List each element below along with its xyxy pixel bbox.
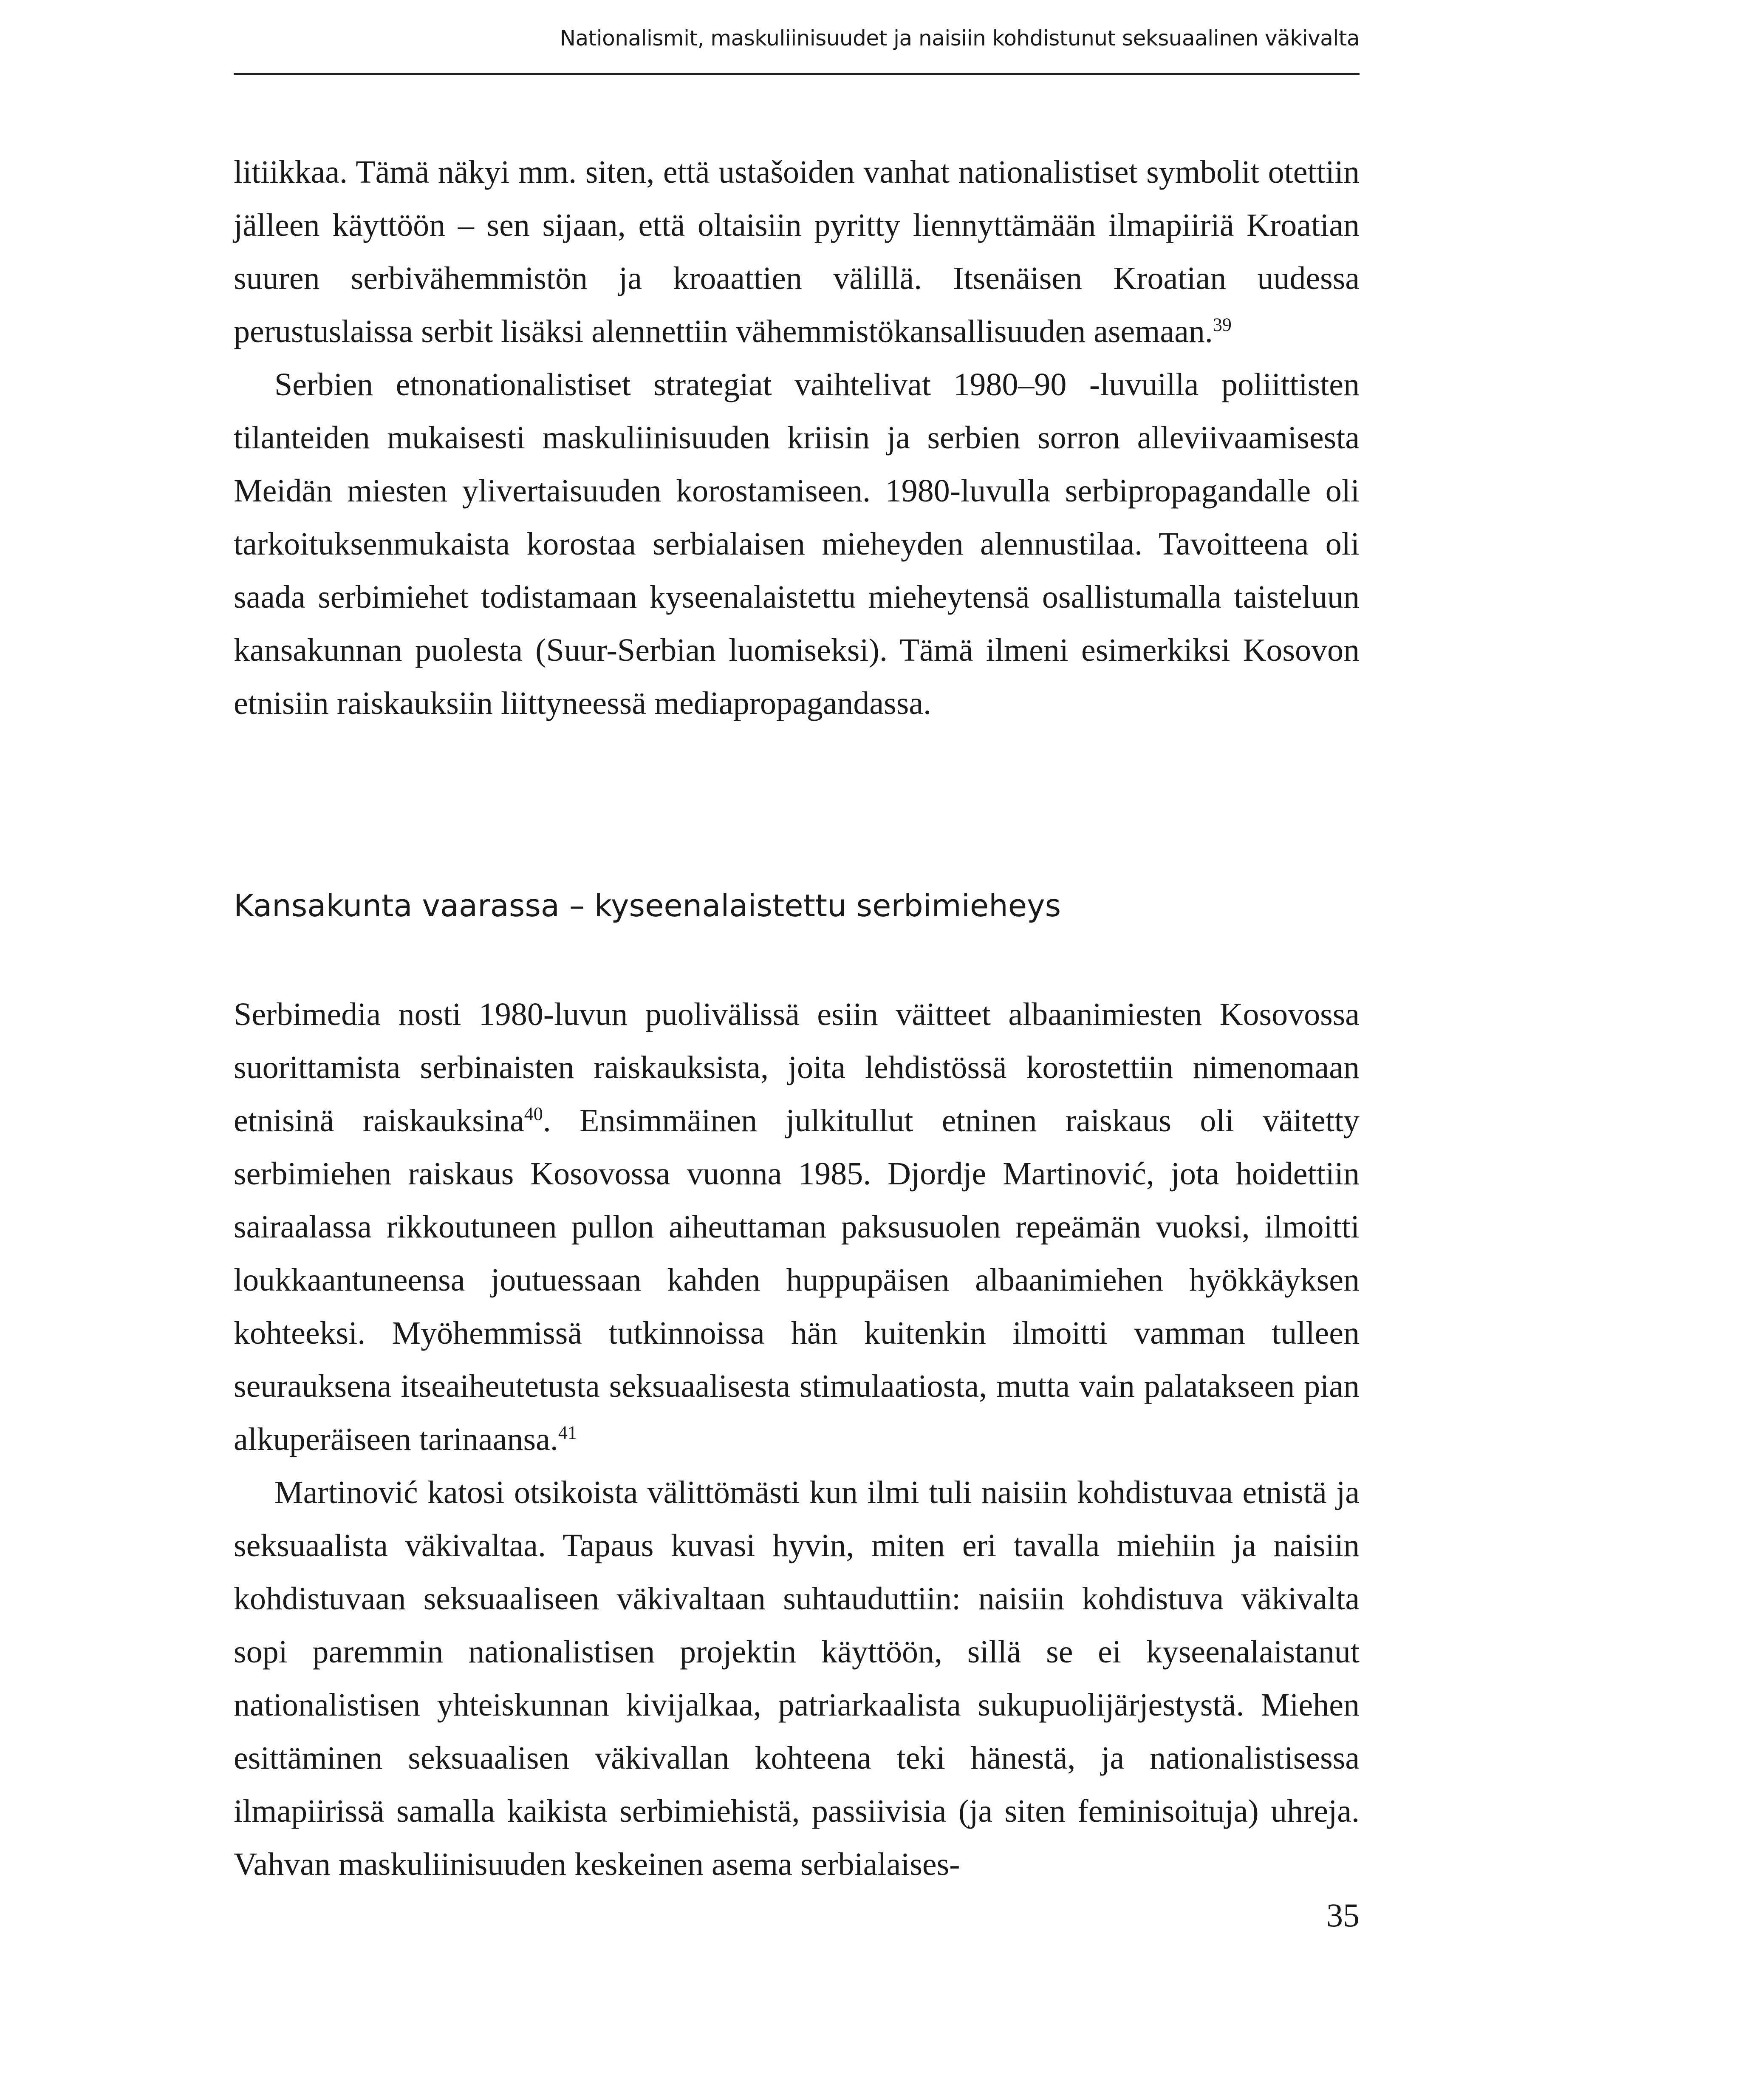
section-heading: Kansakunta vaarassa – kyseenalaistettu serbimieheys (234, 888, 1061, 923)
paragraph-text: . Ensimmäinen julkitullut etninen raiskaus oli väitetty serbimiehen raiskaus Kosovossa vuonna 1985. Djordje Martinović, jota hoidettiin sairaalassa rikkoutuneen pullon aiheuttaman paksusuolen repeämän vuoksi, ilmoitti loukkaantuneensa joutuessaan kahden huppupäisen albaanimiehen hyökkäyksen kohteeksi. Myöhemmissä tutkinnoissa hän kuitenkin ilmoitti vamman tulleen seurauksena itseaiheutetusta seksuaalisesta stimulaatiosta, mutta vain palatakseen pian alkuperäiseen tarinaansa. (234, 1103, 1360, 1457)
footnote-ref-40: 40 (524, 1103, 543, 1124)
footnote-ref-39: 39 (1213, 314, 1232, 335)
body-text-top (234, 146, 1360, 730)
footnote-ref-41: 41 (558, 1422, 577, 1443)
header-rule (234, 73, 1360, 75)
paragraph-text: litiikkaa. Tämä näkyi mm. siten, että ustašoiden vanhat nationalistiset symbolit otettiin jälleen käyttöön – sen sijaan, että oltaisiin pyritty liennyttämään ilmapiiriä Kroatian suuren serbivähemmistön ja kroaattien välillä. Itsenäisen Kroatian uudessa perustuslaissa serbit lisäksi alennettiin vähemmistökansallisuuden asemaan. (234, 154, 1360, 349)
paragraph-continued (234, 146, 1360, 358)
paragraph: Serbien etnonationalistiset strategiat vaihtelivat 1980–90 -luvuilla poliittisten tilanteiden mukaisesti maskuliinisuuden kriisin ja serbien sorron alleviivaamisesta Meidän miesten ylivertaisuuden korostamiseen. 1980-luvulla serbipropagandalle oli tarkoituksenmukaista korostaa serbialaisen mieheyden alennustilaa. Tavoitteena oli saada serbimiehet todistamaan kyseenalaistettu mieheytensä osallistumalla taisteluun kansakunnan puolesta (Suur-Serbian luomiseksi). Tämä ilmeni esimerkiksi Kosovon etnisiin raiskauksiin liittyneessä mediapropagandassa. (234, 367, 1360, 721)
paragraph: Martinović katosi otsikoista välittömästi kun ilmi tuli naisiin kohdistuvaa etnistä ja seksuaalista väkivaltaa. Tapaus kuvasi hyvin, miten eri tavalla miehiin ja naisiin kohdistuvaan seksuaaliseen väkivaltaan suhtauduttiin: naisiin kohdistuva väkivalta sopi paremmin nationalistisen projektin käyttöön, sillä se ei kyseenalaistanut nationalistisen yhteiskunnan kivijalkaa, patriarkaalista sukupuolijärjestystä. Miehen esittäminen seksuaalisen väkivallan kohteena teki hänestä, ja nationalistisessa ilmapiirissä samalla kaikista serbimiehistä, passiivisia (ja siten feminisoituja) uhreja. Vahvan maskuliinisuuden keskeinen asema serbialaises- (234, 1475, 1360, 1882)
body-text-section (234, 988, 1360, 1891)
paragraph (234, 988, 1360, 1466)
running-header: Nationalismit, maskuliinisuudet ja naisiin kohdistunut seksuaalinen väkivalta (560, 26, 1360, 51)
paragraph-text: Serbimedia nosti 1980-luvun puolivälissä esiin väitteet albaanimiesten Kosovossa suorittamista serbinaisten raiskauksista, joita lehdistössä korostettiin nimenomaan etnisinä raiskauksina (234, 997, 1360, 1138)
page-number: 35 (1326, 1897, 1360, 1934)
